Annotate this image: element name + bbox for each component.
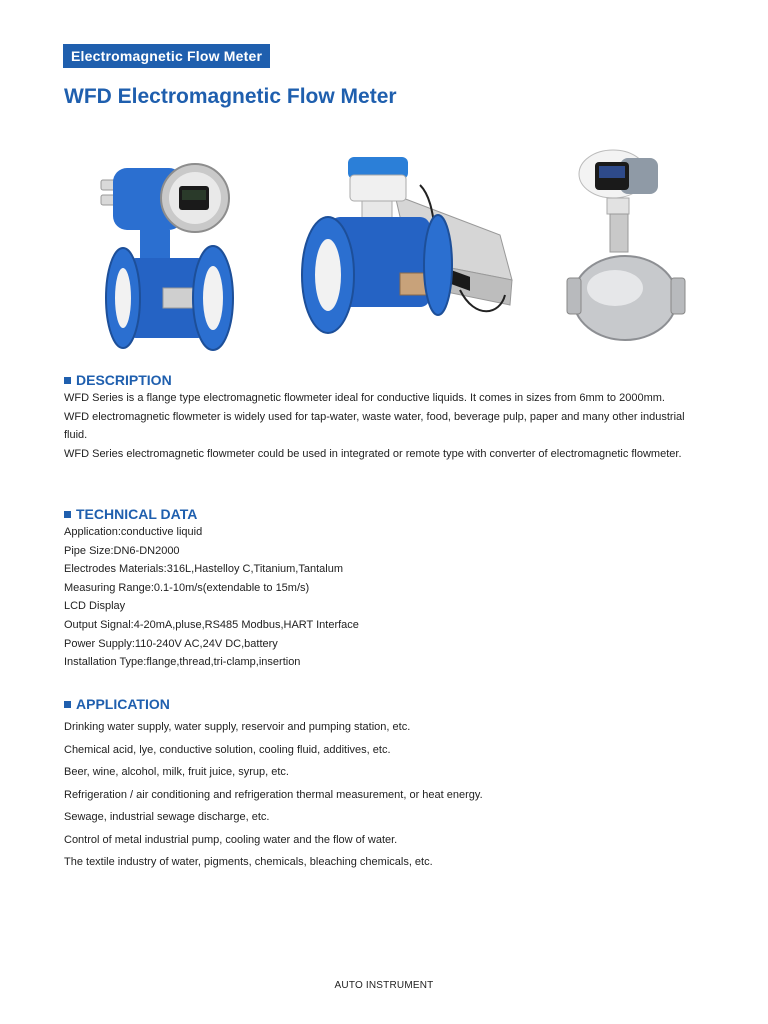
bullet-square-icon xyxy=(64,511,71,518)
bullet-square-icon xyxy=(64,377,71,384)
technical-heading xyxy=(64,505,197,523)
technical-heading-label: TECHNICAL DATA xyxy=(76,506,198,522)
application-list xyxy=(64,716,704,874)
application-item: Drinking water supply, water supply, reservoir and pumping station, etc. xyxy=(64,721,411,733)
technical-item: Installation Type:flange,thread,tri-clamp,insertion xyxy=(64,656,301,669)
footer-brand: AUTO INSTRUMENT xyxy=(334,980,434,991)
technical-item: Measuring Range:0.1-10m/s(extendable to 15m/s) xyxy=(64,581,310,594)
flanged-flow-meter-integrated-icon xyxy=(95,150,245,355)
flanged-flow-meter-remote-converter-icon xyxy=(300,155,518,350)
technical-item: LCD Display xyxy=(64,600,126,613)
application-item: The textile industry of water, pigments, chemicals, bleaching chemicals, etc. xyxy=(64,856,433,868)
application-heading-label: APPLICATION xyxy=(76,696,170,712)
application-item: Beer, wine, alcohol, milk, fruit juice, syrup, etc. xyxy=(64,766,289,778)
application-heading xyxy=(64,695,170,713)
description-body xyxy=(64,389,704,463)
technical-item: Application:conductive liquid xyxy=(64,526,203,538)
description-heading-label: DESCRIPTION xyxy=(76,372,172,388)
bullet-square-icon xyxy=(64,701,71,708)
application-item: Sewage, industrial sewage discharge, etc. xyxy=(64,811,270,823)
application-item: Control of metal industrial pump, cooling water and the flow of water. xyxy=(64,833,398,846)
technical-item: Output Signal:4-20mA,pluse,RS485 Modbus,HART Interface xyxy=(64,618,359,631)
page-title: WFD Electromagnetic Flow Meter xyxy=(64,85,397,108)
description-heading xyxy=(64,371,172,389)
technical-list xyxy=(64,523,704,672)
description-paragraph: WFD electromagnetic flowmeter is widely used for tap-water, waste water, food, beverage pulp, paper and many other industrial fluid. xyxy=(64,410,685,442)
technical-item: Electrodes Materials:316L,Hastelloy C,Titanium,Tantalum xyxy=(64,563,343,576)
description-paragraph: WFD Series electromagnetic flowmeter could be used in integrated or remote type with converter of electromagnetic flowmeter. xyxy=(64,447,682,460)
sanitary-tri-clamp-flow-meter-icon xyxy=(565,148,690,348)
application-item: Refrigeration / air conditioning and refrigeration thermal measurement, or heat energy. xyxy=(64,788,483,801)
application-item: Chemical acid, lye, conductive solution, cooling fluid, additives, etc. xyxy=(64,743,391,756)
category-tag: Electromagnetic Flow Meter xyxy=(63,44,270,68)
description-paragraph: WFD Series is a flange type electromagnetic flowmeter ideal for conductive liquids. It comes in sizes from 6mm to 2000mm. xyxy=(64,392,665,404)
technical-item: Pipe Size:DN6-DN2000 xyxy=(64,544,180,557)
product-photos xyxy=(0,140,768,360)
technical-item: Power Supply:110-240V AC,24V DC,battery xyxy=(64,637,278,650)
